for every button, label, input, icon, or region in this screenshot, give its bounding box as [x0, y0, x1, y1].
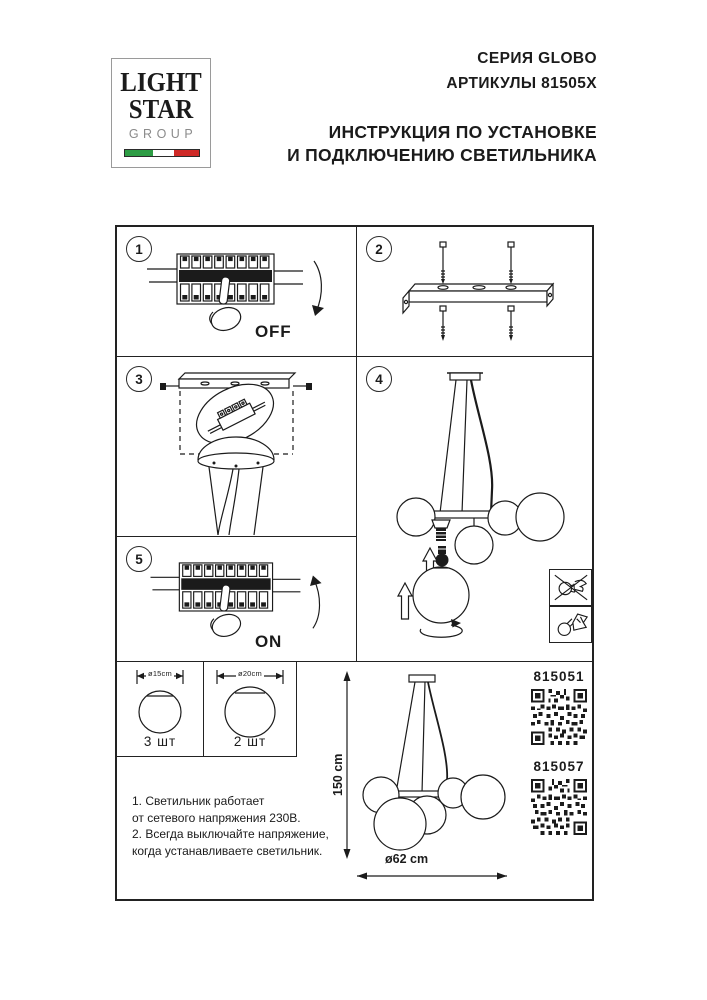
qr-code-icon	[531, 689, 587, 745]
step-5-number: 5	[126, 546, 152, 572]
flag-green-stripe	[125, 150, 153, 156]
circuit-breaker-off-illustration	[117, 227, 357, 355]
step-3-panel	[117, 357, 357, 537]
article-code-815057: 815057	[533, 759, 585, 774]
globe-part-15cm	[117, 662, 204, 757]
instruction-grid	[115, 225, 594, 901]
no-touch-bulb-icon	[552, 572, 590, 603]
step-2-panel	[357, 227, 592, 357]
globe-diameter-label: ø20cm	[238, 669, 262, 678]
step-4-panel	[357, 357, 592, 662]
flag-red-stripe	[174, 150, 199, 156]
note-line: от сетевого напряжения 230В.	[132, 810, 301, 825]
logo-word-group: GROUP	[128, 127, 198, 141]
step-4-number: 4	[366, 366, 392, 392]
instruction-title	[287, 121, 597, 167]
arrow-up-icon	[398, 583, 412, 619]
instruction-title-line1: ИНСТРУКЦИЯ ПО УСТАНОВКЕ	[328, 122, 597, 142]
note-line: 1. Светильник работает	[132, 794, 265, 808]
arrow-down-icon	[312, 261, 324, 316]
warning-no-bare-hands	[549, 569, 592, 606]
step-1-number: 1	[126, 236, 152, 262]
globe-quantity-label: 3 шт	[143, 734, 177, 749]
globe-part-20cm	[204, 662, 297, 757]
step-3-number: 3	[126, 366, 152, 392]
specs-section	[117, 662, 592, 899]
step-5-panel	[117, 537, 357, 662]
warning-use-cloth	[549, 606, 592, 643]
mounting-bracket-illustration	[357, 227, 592, 355]
off-label: OFF	[255, 322, 292, 341]
on-label: ON	[255, 632, 283, 651]
arrow-up-icon	[310, 575, 322, 628]
hold-bulb-with-cloth-icon	[552, 609, 590, 640]
italian-flag-icon	[124, 149, 200, 157]
note-line: 2. Всегда выключайте напряжение,	[132, 827, 329, 841]
instruction-title-line2: И ПОДКЛЮЧЕНИЮ СВЕТИЛЬНИКА	[287, 145, 597, 165]
series-title: СЕРИЯ GLOBO	[477, 50, 597, 67]
step-2-number: 2	[366, 236, 392, 262]
globe-diameter-label: ø15cm	[148, 669, 172, 678]
rotate-arrow-icon	[420, 625, 462, 637]
lightstar-logo	[111, 58, 211, 168]
logo-word-star: STAR	[128, 94, 194, 124]
header-text	[287, 50, 597, 167]
height-dimension-label: 150 cm	[331, 753, 345, 796]
note-line: когда устанавливаете светильник.	[132, 843, 323, 858]
qr-code-icon	[531, 779, 587, 835]
article-code-815051: 815051	[533, 669, 585, 684]
ceiling-canopy-illustration	[117, 357, 357, 535]
diameter-dimension-label: ø62 cm	[385, 852, 429, 866]
circuit-breaker-on-illustration	[117, 537, 357, 660]
logo-word-light: LIGHT	[120, 67, 202, 97]
flag-white-stripe	[153, 150, 174, 156]
globe-quantity-label: 2 шт	[233, 734, 267, 749]
step-1-panel	[117, 227, 357, 357]
articles-subtitle: АРТИКУЛЫ 81505X	[446, 75, 597, 92]
